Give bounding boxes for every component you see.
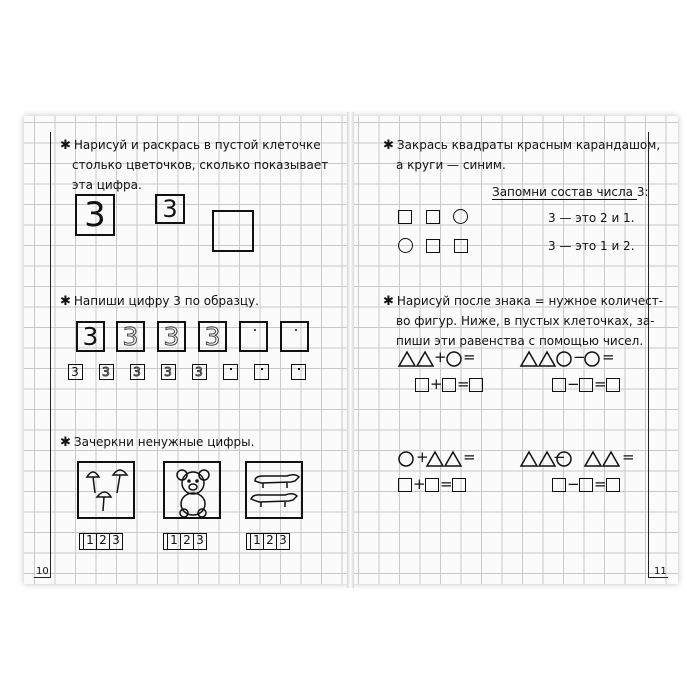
page-number-right: 11 xyxy=(654,566,667,577)
equation-2-equals: = xyxy=(602,348,615,366)
equation-3-equals: = xyxy=(463,448,476,466)
circle-shape[interactable] xyxy=(398,238,413,253)
square-shape[interactable] xyxy=(426,210,440,224)
equation-1-equals: = xyxy=(463,348,476,366)
remember-underline xyxy=(492,199,637,200)
equation-4-row2-equals: = xyxy=(594,475,607,493)
answer-box[interactable] xyxy=(579,478,593,492)
task1-instruction: ✱ Нарисуй и раскрась в пустой клеточке xyxy=(60,138,321,153)
square-shape[interactable] xyxy=(426,239,440,253)
answer-box[interactable] xyxy=(415,378,429,392)
small-trace-box[interactable] xyxy=(291,364,306,380)
empty-drawing-box[interactable] xyxy=(212,210,254,252)
square-shape[interactable] xyxy=(454,239,468,253)
right-bottom-line xyxy=(648,577,668,578)
answer-box[interactable] xyxy=(452,478,466,492)
composition-line-1: 3 — это 2 и 1. xyxy=(548,211,635,225)
answer-digits-2[interactable]: 1 2 3 xyxy=(163,533,207,550)
small-trace-box[interactable]: 3 xyxy=(130,364,145,380)
big-digit-box xyxy=(75,194,115,236)
dachshunds-picture-box xyxy=(245,461,303,519)
trace-box-dotted[interactable]: 3 xyxy=(157,321,186,352)
bear-icon xyxy=(165,463,221,519)
trace-box-start-dot[interactable] xyxy=(280,321,309,352)
equation-2-row2-equals: = xyxy=(594,375,607,393)
trace-box-sample: 3 xyxy=(76,321,105,352)
trace-box-dotted[interactable]: 3 xyxy=(116,321,145,352)
task5-instruction-line3: пиши эти равенства с помощью чисел. xyxy=(396,334,644,348)
task1-instruction-line2: столько цветочков, сколько показывает xyxy=(72,158,329,172)
equation-1-plus: + xyxy=(434,348,447,366)
task5-instruction: ✱ Нарисуй после знака = нужное количест- xyxy=(383,294,664,309)
equation-1-row2-equals: = xyxy=(457,375,470,393)
answer-box[interactable] xyxy=(552,378,566,392)
bear-picture-box xyxy=(163,461,221,519)
equation-3-row2-equals: = xyxy=(440,475,453,493)
task4-instruction: ✱ Закрась квадраты красным карандашом, xyxy=(383,138,661,153)
answer-digits-1[interactable]: 1 2 3 xyxy=(79,533,123,550)
task3-instruction: ✱ Зачеркни ненужные цифры. xyxy=(60,435,255,450)
square-shape[interactable] xyxy=(398,210,412,224)
small-trace-box[interactable]: 3 xyxy=(192,364,207,380)
page-number-left: 10 xyxy=(36,566,49,577)
answer-box[interactable] xyxy=(552,478,566,492)
task4-instruction-line2: а круги — синим. xyxy=(396,158,506,172)
task5-instruction-line2: во фигур. Ниже, в пустых клеточках, за- xyxy=(396,314,655,328)
answer-box[interactable] xyxy=(398,478,412,492)
trace-box-start-dot[interactable] xyxy=(239,321,268,352)
answer-digits-3[interactable]: 1 2 3 xyxy=(246,533,290,550)
equation-4-minus: − xyxy=(553,448,566,466)
triangle-shape xyxy=(417,352,433,366)
small-trace-box[interactable] xyxy=(254,364,269,380)
mushrooms-picture-box xyxy=(77,461,135,519)
equation-1-row2-plus: + xyxy=(430,375,443,393)
small-trace-box[interactable]: 3 xyxy=(99,364,114,380)
big-digit-three: 3 xyxy=(84,195,106,235)
composition-line-2: 3 — это 1 и 2. xyxy=(548,239,635,253)
remember-title: Запомни состав числа 3: xyxy=(492,185,649,199)
mushrooms-icon xyxy=(79,463,135,519)
trace-box-dotted[interactable]: 3 xyxy=(198,321,227,352)
small-digit-box xyxy=(155,194,185,224)
task2-instruction: ✱ Напиши цифру 3 по образцу. xyxy=(60,294,259,309)
small-trace-box[interactable]: 3 xyxy=(161,364,176,380)
left-bottom-line xyxy=(34,577,51,578)
circle-shape xyxy=(447,352,461,366)
equation-1-shapes xyxy=(398,350,518,370)
small-trace-box[interactable]: 3 xyxy=(68,364,83,380)
small-digit-three: 3 xyxy=(162,195,178,223)
left-margin-line xyxy=(50,132,51,578)
task1-instruction-line3: эта цифра. xyxy=(72,178,142,192)
answer-box[interactable] xyxy=(469,378,483,392)
book-spine xyxy=(347,112,354,588)
equation-2-minus: − xyxy=(573,348,586,366)
answer-box[interactable] xyxy=(442,378,456,392)
equation-4-equals: = xyxy=(622,448,635,466)
answer-box[interactable] xyxy=(425,478,439,492)
dachshunds-icon xyxy=(247,463,303,519)
equation-3-row2-plus: + xyxy=(413,475,426,493)
answer-box[interactable] xyxy=(606,378,620,392)
triangle-shape xyxy=(399,352,415,366)
answer-box[interactable] xyxy=(579,378,593,392)
equation-3-plus: + xyxy=(416,448,429,466)
equation-4-row2-minus: − xyxy=(567,475,580,493)
small-trace-box[interactable] xyxy=(223,364,238,380)
answer-box[interactable] xyxy=(606,478,620,492)
circle-shape[interactable] xyxy=(453,209,468,224)
equation-2-row2-minus: − xyxy=(567,375,580,393)
